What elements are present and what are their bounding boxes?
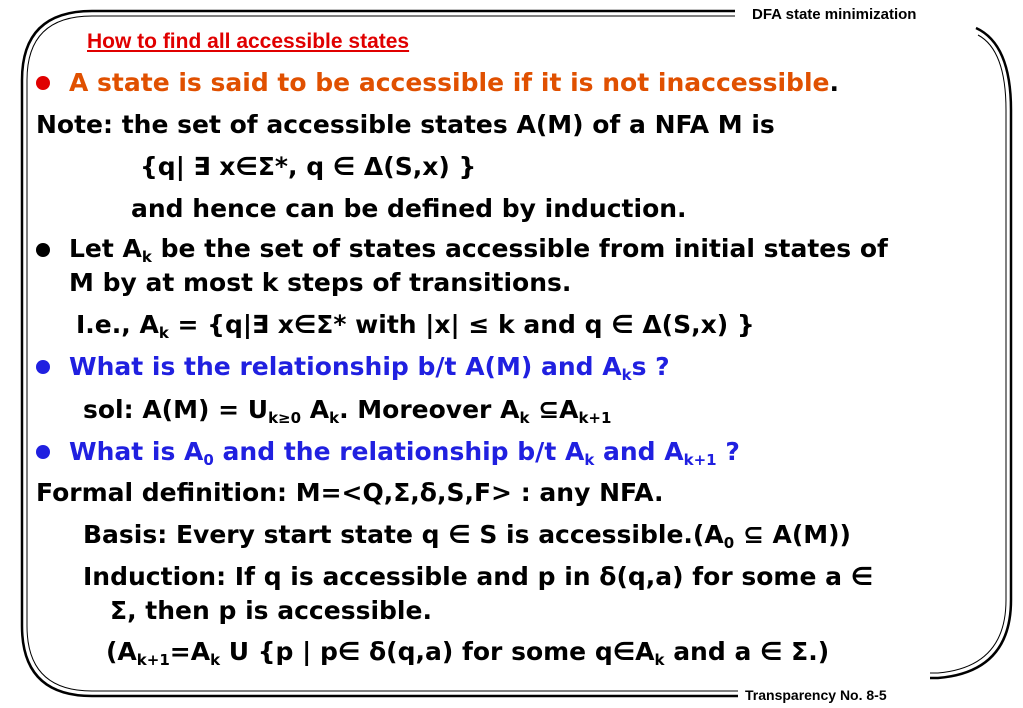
bullet-icon [36,360,50,374]
line-induction-cont: Σ, then p is accessible. [110,596,432,625]
line-question-a0: What is $A_0$ and the relationship b/t $A_k$ and $A_{k+1}$ ? [69,437,740,469]
line-induction: Induction: If q is accessible and p in δ(q,a) for some a ∈ [83,562,874,591]
line-steps: M by at most k steps of transitions. [69,268,572,297]
bullet-icon [36,243,50,257]
line-induction-note: and hence can be defined by induction. [131,194,687,223]
header-title: DFA state minimization [752,6,917,23]
bullet-icon [36,445,50,459]
line-induction-formula: ($A_{k+1}=A_k$ U {p | p∈ δ(q,a) for some $q\in A_k$ and a ∈ Σ.) [106,637,830,669]
line-formal-definition: Formal definition: M=<Q,Σ,δ,S,F> : any NFA. [36,478,664,507]
line-question-relationship: What is the relationship b/t A(M) and $A_ks$ ? [69,352,670,384]
footer-page-number: Transparency No. 8-5 [745,687,887,703]
line-ie-formula: I.e., $A_k$ = {q|∃ x∈Σ* with |x| ≤ k and q ∈ Δ(S,x) } [76,310,755,342]
line-set-formula: {q| ∃ x∈Σ*, q ∈ Δ(S,x) } [140,152,477,181]
line-solution: sol: $A(M) = U_{k\ge 0}$ $A_k$. Moreover $A_k$ $⊆A_{k+1}$ [83,395,612,427]
line-let-ak: Let $A_k$ be the set of states accessible from initial states of [69,234,888,266]
line-note: Note: the set of accessible states A(M) of a NFA M is [36,110,775,139]
slide-title: How to find all accessible states [87,30,410,53]
bullet-icon [36,76,50,90]
line-definition: A state is said to be accessible if it is not inaccessible. [69,68,839,97]
line-basis: Basis: Every start state q ∈ S is $accessible.(A_0$ ⊆ A(M)) [83,520,851,552]
